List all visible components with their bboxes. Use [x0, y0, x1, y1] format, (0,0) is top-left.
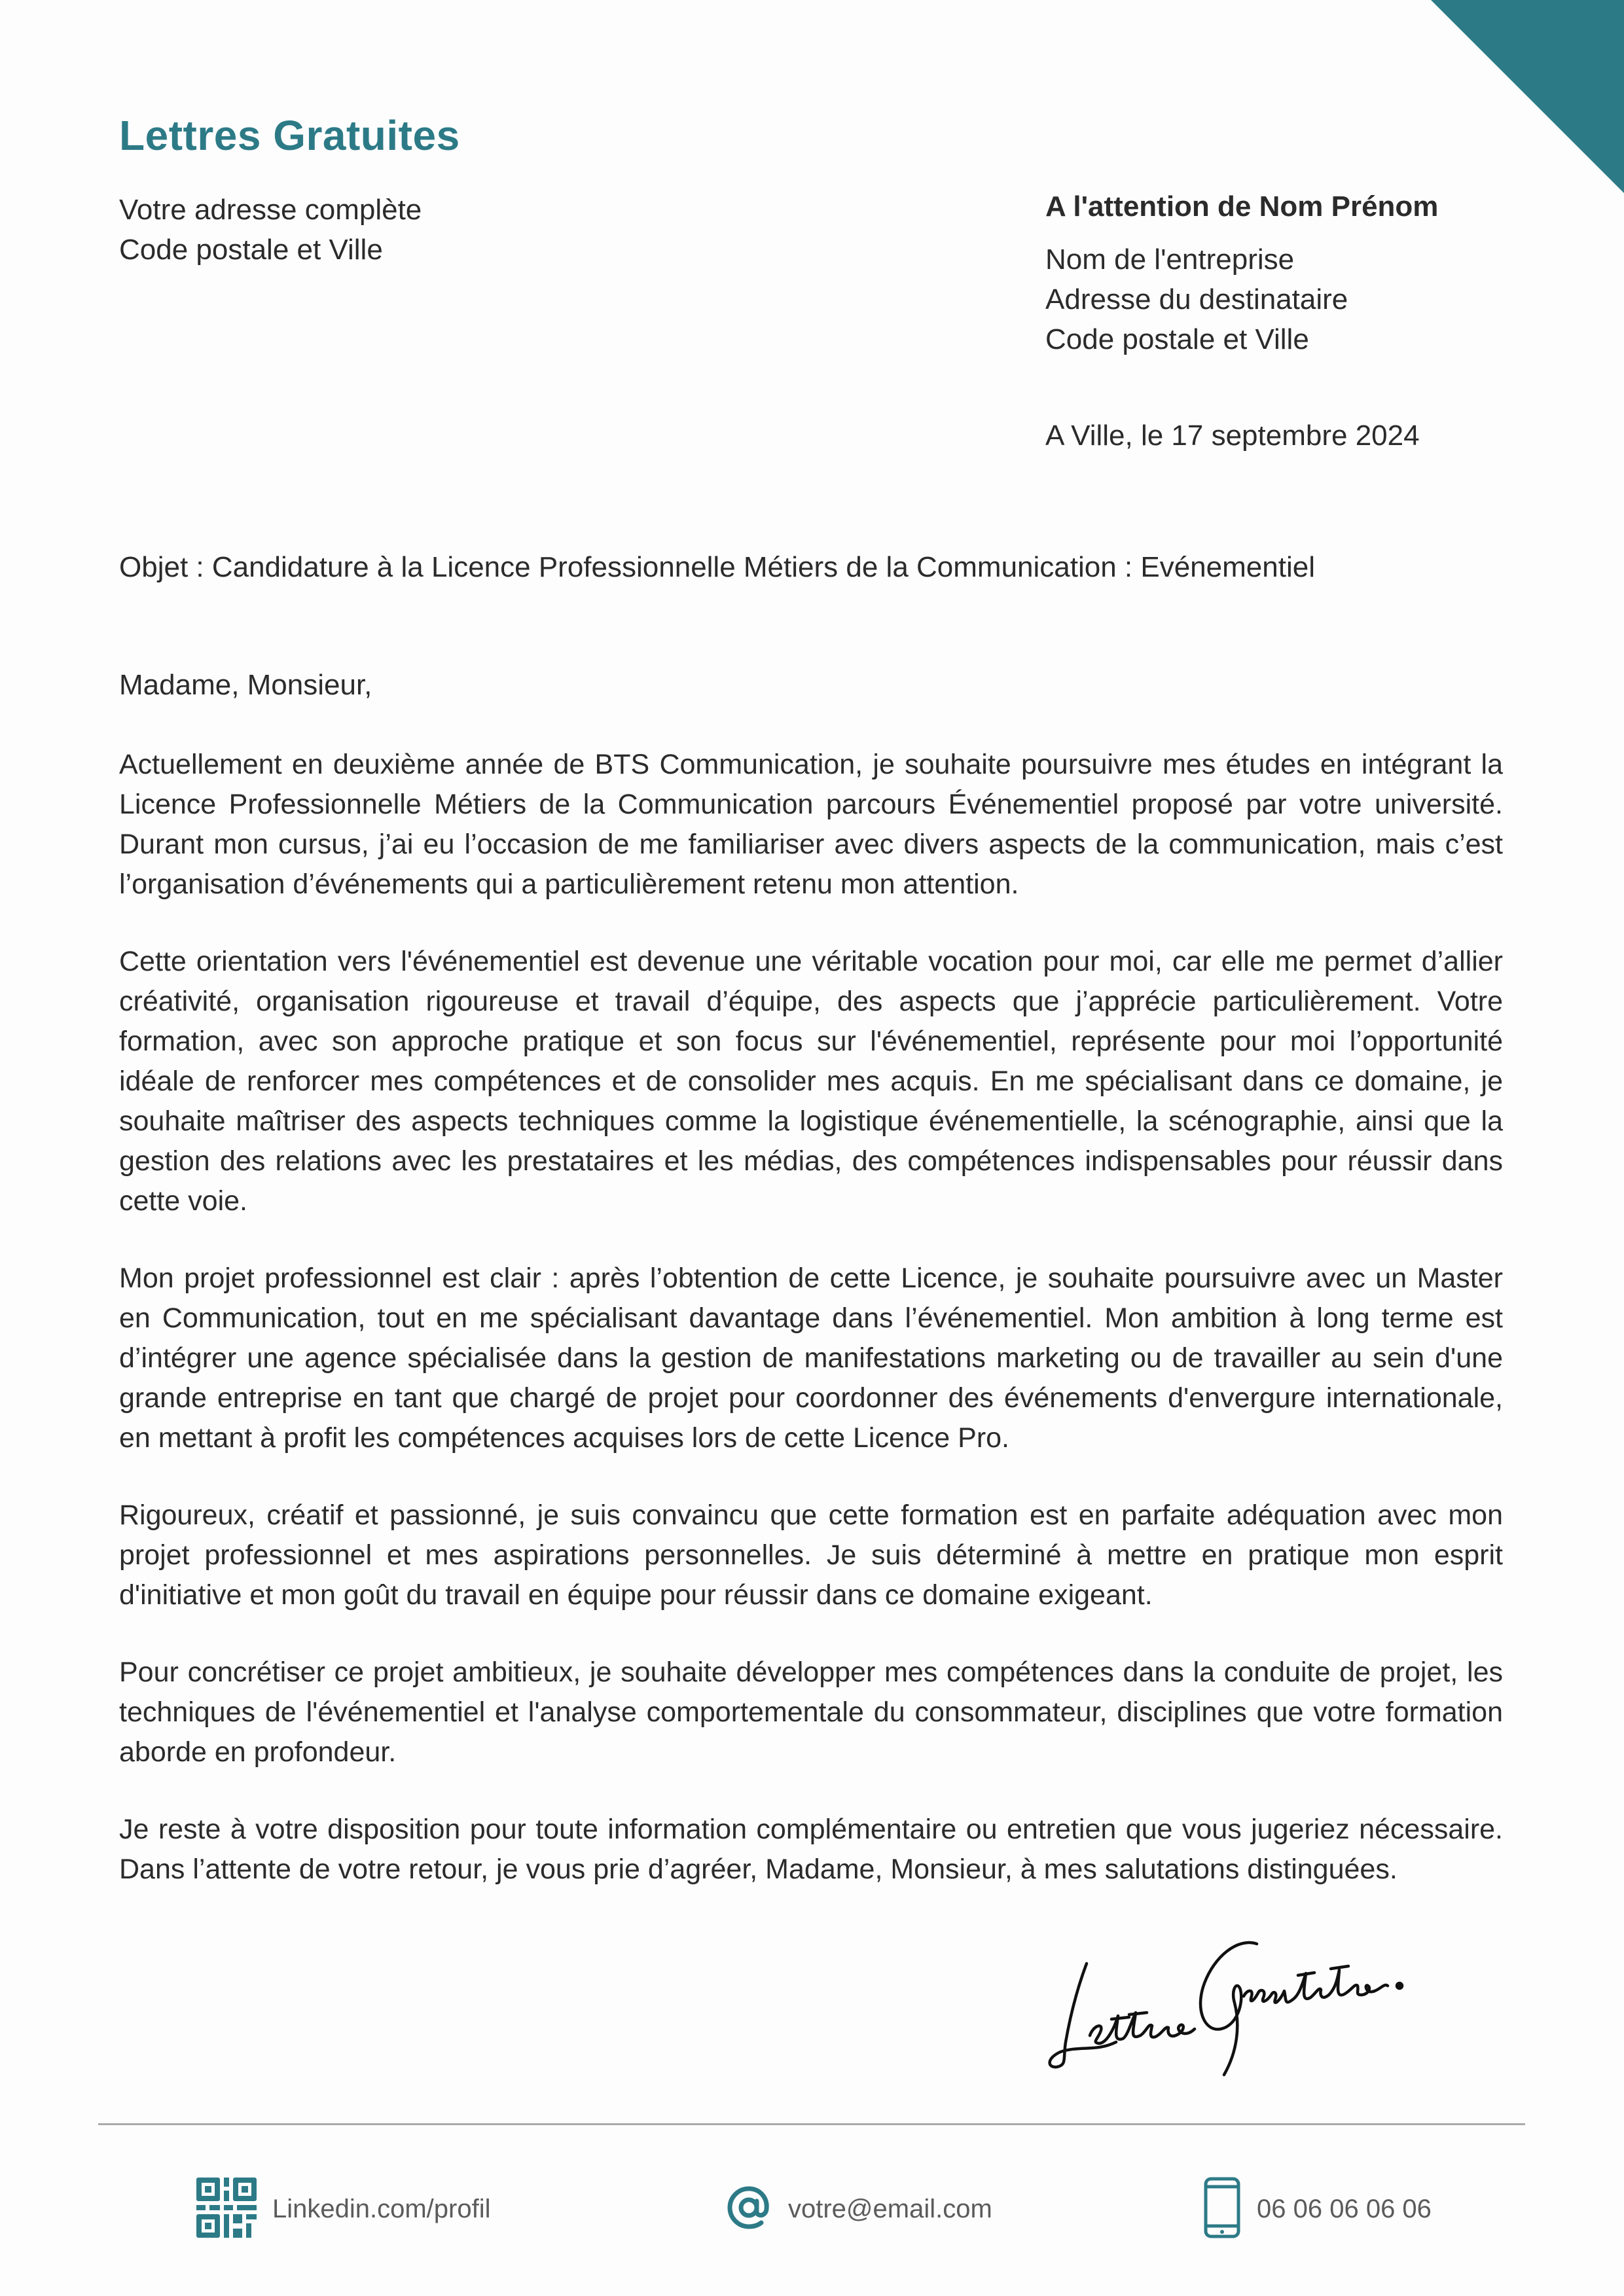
- sender-address: [119, 190, 422, 270]
- recipient-company: Nom de l'entreprise: [1045, 243, 1295, 276]
- handwritten-signature: [1041, 1918, 1420, 2081]
- body-paragraph: Actuellement en deuxième année de BTS Communication, je souhaite poursuivre mes études en intégrant la Licence Professionnelle Métiers de la Communication parcours Événementiel proposé par votre université. Durant mon cursus, j’ai eu l’occasion de me familiariser avec divers aspects de la communication, mais c’est l’organisation d’événements qui a particulièrement retenu mon attention.: [119, 749, 1503, 900]
- footer-linkedin[interactable]: [196, 2176, 491, 2242]
- linkedin-link[interactable]: Linkedin.com/profil: [272, 2194, 491, 2223]
- letter-salutation: Madame, Monsieur,: [119, 669, 372, 701]
- body-paragraph: Je reste à votre disposition pour toute information complémentaire ou entretien que vous jugeriez nécessaire. Dans l’attente de votre retour, je vous prie d’agréer, Madame, Monsieur, à mes salutations distinguées.: [119, 1814, 1503, 1885]
- recipient-city: Code postale et Ville: [1045, 323, 1309, 355]
- email-link[interactable]: votre@email.com: [788, 2194, 992, 2223]
- corner-triangle-decoration: [1431, 0, 1624, 193]
- footer-divider: [98, 2123, 1525, 2125]
- body-paragraph: Pour concrétiser ce projet ambitieux, je souhaite développer mes compétences dans la conduite de projet, les techniques de l'événementiel et l'analyse comportementale du consommateur, disciplines que votre formation aborde en profondeur.: [119, 1657, 1503, 1768]
- footer-phone[interactable]: [1203, 2176, 1432, 2242]
- phone-number[interactable]: 06 06 06 06 06: [1257, 2194, 1432, 2223]
- recipient-attention: A l'attention de Nom Prénom: [1045, 190, 1439, 223]
- recipient-address: Adresse du destinataire: [1045, 283, 1348, 315]
- phone-icon: [1203, 2176, 1241, 2242]
- recipient-block: [1045, 187, 1438, 359]
- body-paragraph: Cette orientation vers l'événementiel est devenue une véritable vocation pour moi, car elle me permet d’allier créativité, organisation rigoureuse et travail d’équipe, des aspects que j’apprécie particulièrement. Votre formation, avec son approche pratique et son focus sur l'événementiel, représente pour moi l’opportunité idéale de renforcer mes compétences et de consolider mes acquis. En me spécialisant dans ce domaine, je souhaite maîtriser des aspects techniques comme la logistique événementielle, la scénographie, ainsi que la gestion des relations avec les prestataires et les médias, des compétences indispensables pour réussir dans cette voie.: [119, 946, 1503, 1217]
- letter-body: [119, 745, 1503, 1927]
- body-paragraph: Rigoureux, créatif et passionné, je suis convaincu que cette formation est en parfaite adéquation avec mon projet professionnel et mes aspirations personnelles. Je suis déterminé à mettre en pratique mon esprit d'initiative et mon goût du travail en équipe pour réussir dans ce domaine exigeant.: [119, 1499, 1503, 1611]
- sender-city-line: Code postale et Ville: [119, 234, 383, 266]
- at-sign-icon: [725, 2184, 772, 2234]
- brand-title: Lettres Gratuites: [119, 112, 460, 159]
- letter-date: A Ville, le 17 septembre 2024: [1045, 420, 1420, 452]
- sender-address-line: Votre adresse complète: [119, 194, 422, 226]
- qr-code-icon: [196, 2178, 257, 2241]
- body-paragraph: Mon projet professionnel est clair : après l’obtention de cette Licence, je souhaite poursuivre avec un Master en Communication, tout en me spécialisant davantage dans l’événementiel. Mon ambition à long terme est d’intégrer une agence spécialisée dans la gestion de manifestations marketing ou de travailler au sein d'une grande entreprise en tant que chargé de projet pour coordonner des événements d'envergure internationale, en mettant à profit les compétences acquises lors de cette Licence Pro.: [119, 1263, 1503, 1454]
- letter-subject: Objet : Candidature à la Licence Professionnelle Métiers de la Communication : Evénementiel: [119, 551, 1315, 583]
- footer-email[interactable]: [725, 2176, 992, 2242]
